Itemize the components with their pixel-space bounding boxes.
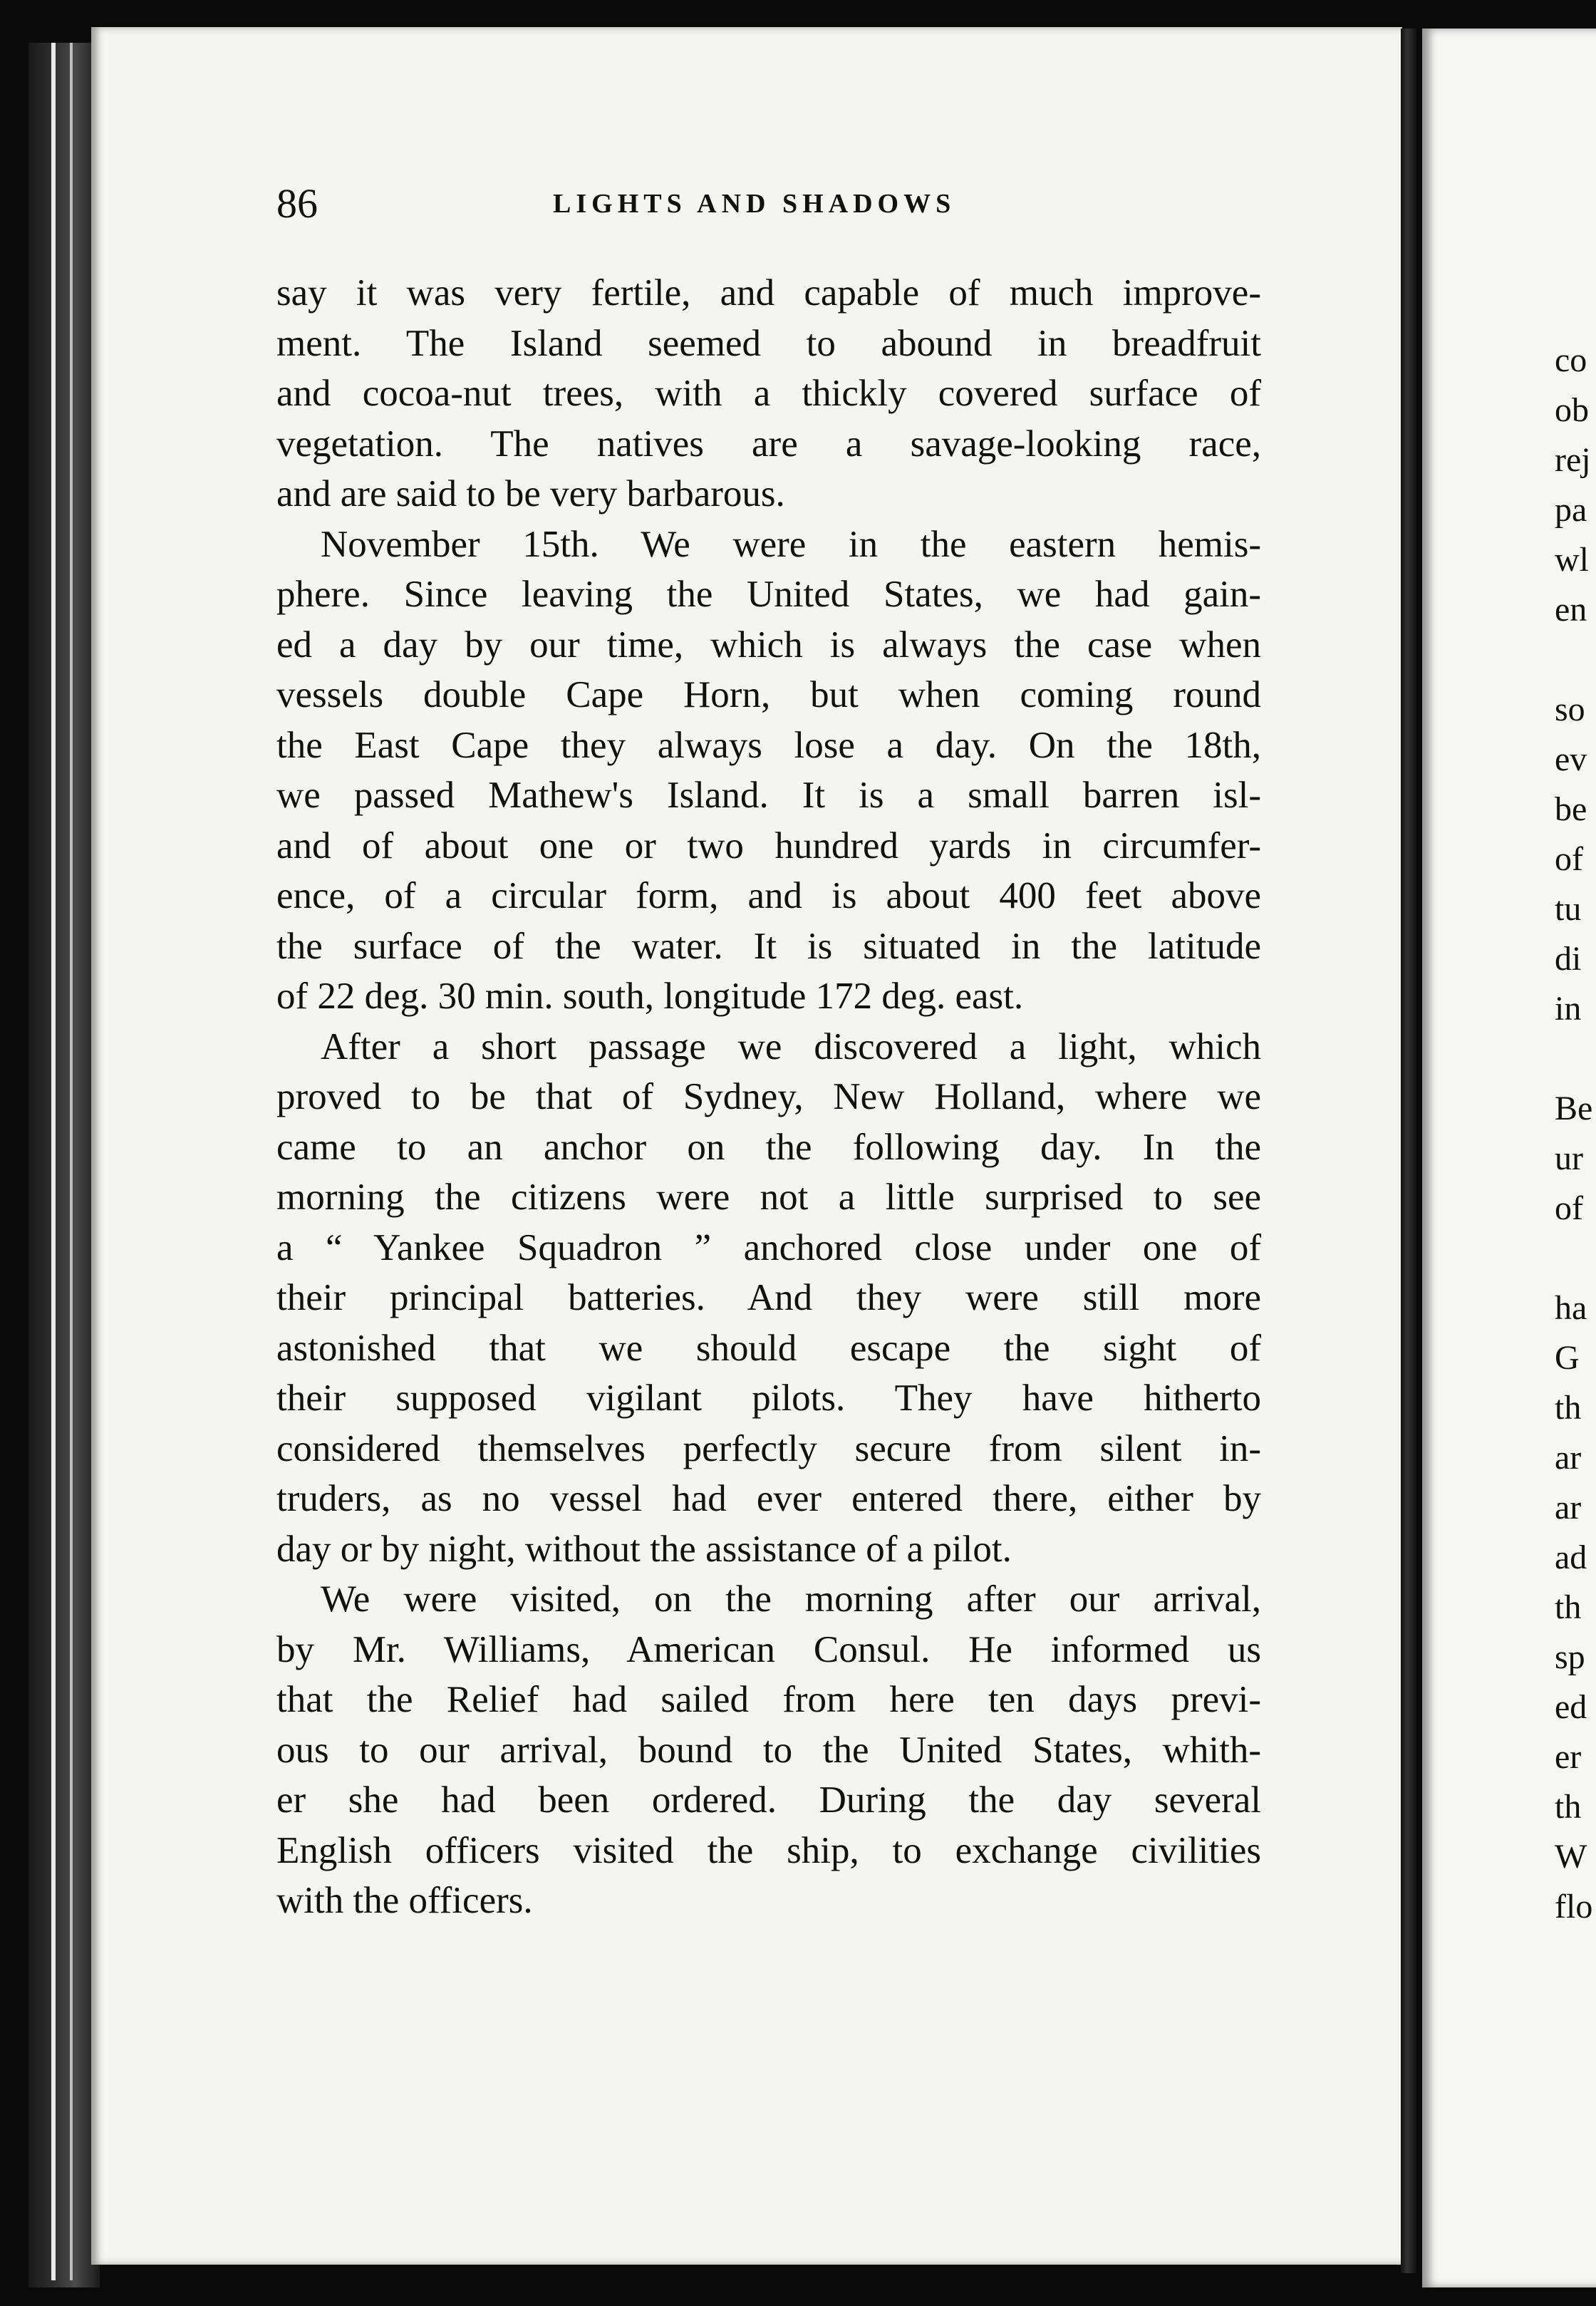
- paragraph: [276, 1022, 1261, 1575]
- text-line: English officers visited the ship, to exchange civilities: [276, 1829, 1261, 1871]
- text-line: er she had been ordered. During the day several: [276, 1779, 1261, 1821]
- text-line: and cocoa-nut trees, with a thickly covered surface of: [276, 373, 1261, 414]
- text-line: and of about one or two hundred yards in circumfer-: [276, 824, 1261, 867]
- facing-page-fragment: ob: [1555, 391, 1589, 429]
- page-gutter: [1401, 29, 1416, 2273]
- text-line: vegetation. The natives are a savage-looking race,: [276, 423, 1261, 465]
- facing-page-fragment: th: [1555, 1389, 1582, 1427]
- text-line: ous to our arrival, bound to the United States, whith-: [276, 1729, 1261, 1771]
- text-line: considered themselves perfectly secure from silent in-: [276, 1427, 1261, 1469]
- text-line: came to an anchor on the following day. In the: [276, 1126, 1261, 1168]
- text-line: vessels double Cape Horn, but when coming round: [276, 674, 1261, 715]
- facing-page-fragment: ur: [1555, 1139, 1583, 1177]
- text-line: that the Relief had sailed from here ten days previ-: [276, 1679, 1261, 1720]
- facing-page-fragment: G: [1555, 1339, 1580, 1377]
- facing-page-fragment: be: [1555, 790, 1587, 828]
- text-line: After a short passage we discovered a light, which: [321, 1025, 1261, 1067]
- text-line: We were visited, on the morning after our arrival,: [321, 1578, 1261, 1620]
- text-line: proved to be that of Sydney, New Holland, where we: [276, 1076, 1261, 1117]
- facing-page-fragment: ar: [1555, 1489, 1582, 1526]
- facing-page-fragment: co: [1555, 341, 1587, 379]
- text-line: their principal batteries. And they were still more: [276, 1277, 1261, 1318]
- text-line: their supposed vigilant pilots. They have hitherto: [276, 1377, 1261, 1419]
- text-line: ment. The Island seemed to abound in breadfruit: [276, 322, 1261, 364]
- book-spine: [28, 43, 100, 2287]
- text-line: morning the citizens were not a little surprised to see: [276, 1177, 1261, 1218]
- text-line: say it was very fertile, and capable of much improve-: [276, 272, 1261, 314]
- text-line: ed a day by our time, which is always the case when: [276, 624, 1261, 666]
- facing-page-fragment: th: [1555, 1588, 1582, 1626]
- text-line: we passed Mathew's Island. It is a small barren isl-: [276, 775, 1261, 816]
- facing-page-fragment: tu: [1555, 890, 1582, 928]
- paragraph: [276, 268, 1261, 519]
- text-line: by Mr. Williams, American Consul. He informed us: [276, 1628, 1261, 1670]
- text-line: and are said to be very barbarous.: [276, 473, 785, 515]
- page-header: [276, 180, 1260, 229]
- text-line: astonished that we should escape the sight of: [276, 1327, 1261, 1369]
- facing-page-fragment: ha: [1555, 1289, 1587, 1327]
- facing-page-fragment: W: [1555, 1838, 1587, 1876]
- facing-page-fragment: th: [1555, 1788, 1582, 1826]
- facing-page-fragment: sp: [1555, 1638, 1585, 1676]
- facing-page-fragment: Be: [1555, 1090, 1593, 1127]
- facing-page-fragment: of: [1555, 840, 1583, 878]
- facing-page-fragment: pa: [1555, 491, 1587, 529]
- text-line: ence, of a circular form, and is about 400 feet above: [276, 875, 1261, 916]
- facing-page-fragment: ad: [1555, 1539, 1587, 1576]
- facing-page-fragment: di: [1555, 940, 1582, 978]
- paragraph: [276, 519, 1261, 1022]
- text-line: the East Cape they always lose a day. On the 18th,: [276, 724, 1261, 766]
- text-line: the surface of the water. It is situated in the latitude: [276, 925, 1261, 967]
- facing-page-fragment: ed: [1555, 1688, 1587, 1726]
- facing-page-fragment: ar: [1555, 1439, 1582, 1477]
- spine-edge-line: [51, 43, 56, 2280]
- facing-page-fragment: ev: [1555, 740, 1587, 778]
- text-line: phere. Since leaving the United States, we had gain-: [276, 574, 1261, 615]
- spine-edge-line: [70, 43, 73, 2280]
- text-line: November 15th. We were in the eastern hemis-: [321, 523, 1261, 565]
- facing-page-fragment: er: [1555, 1738, 1582, 1776]
- text-line: of 22 deg. 30 min. south, longitude 172 deg. east.: [276, 976, 1024, 1017]
- running-head: LIGHTS AND SHADOWS: [553, 189, 956, 219]
- page-number: 86: [276, 180, 318, 227]
- text-line: a “ Yankee Squadron ” anchored close under one of: [276, 1226, 1261, 1268]
- text-line: with the officers.: [276, 1880, 533, 1921]
- facing-page-fragment: so: [1555, 691, 1585, 728]
- facing-page-fragment: of: [1555, 1189, 1583, 1227]
- facing-page-fragment: in: [1555, 990, 1582, 1028]
- facing-page-fragment: flo: [1555, 1888, 1593, 1925]
- facing-page-fragment: en: [1555, 591, 1587, 629]
- facing-page-fragment: rej: [1555, 441, 1591, 479]
- paragraph: [276, 1574, 1261, 1926]
- text-line: truders, as no vessel had ever entered there, either by: [276, 1478, 1261, 1519]
- text-line: day or by night, without the assistance of a pilot.: [276, 1528, 1012, 1570]
- facing-page-fragment: wl: [1555, 541, 1589, 579]
- body-text: [276, 268, 1261, 1926]
